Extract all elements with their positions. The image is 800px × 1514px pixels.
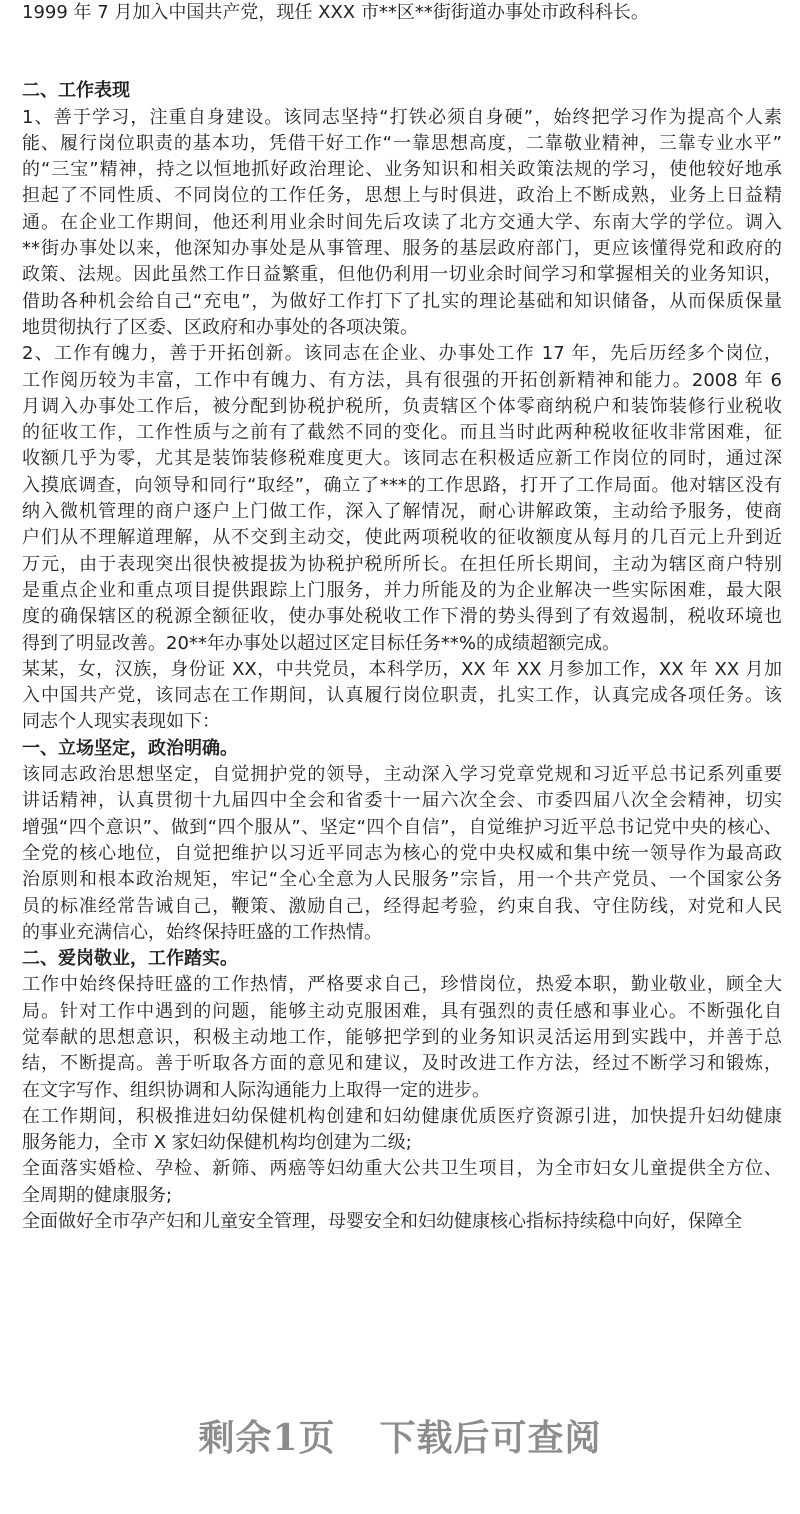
text-line: 该同志政治思想坚定，自觉拥护党的领导，主动深入学习党章党规和习近平总书记系列重要 <box>22 764 782 786</box>
text-line: 全党的核心地位，自觉把维护以习近平同志为核心的党中央权威和集中统一领导作为最高政 <box>22 842 782 864</box>
remaining-pages-text: 剩余1页 <box>198 1417 336 1459</box>
text-line: 万元，由于表现突出很快被提拔为协税护税所所长。在担任所长期间，主动为辖区商户特别 <box>22 553 782 575</box>
text-line: 入摸底调查，向领导和同行“取经”，确立了***的工作思路，打开了工作局面。他对辖区没有 <box>22 474 782 496</box>
text-line: 收额几乎为零，尤其是装饰装修税难度更大。该同志在积极适应新工作岗位的同时，通过深 <box>22 448 782 470</box>
text-line: 服务能力，全市 X 家妇幼保健机构均创建为二级; <box>22 1132 412 1154</box>
text-line: 觉奉献的思想意识，积极主动地工作，能够把学到的业务知识灵活运用到实践中，并善于总 <box>22 1026 782 1048</box>
intro-paragraph <box>22 0 782 26</box>
text-line: 入中国共产党，该同志在工作期间，认真履行岗位职责，扎实工作，认真完成各项任务。该 <box>22 685 782 707</box>
text-line: 全面做好全市孕产妇和儿童安全管理，母婴安全和妇幼健康核心指标持续稳中向好，保障全 <box>22 1211 742 1233</box>
text-line: 户们从不理解道理解，从不交到主动交，使此两项税收的征收额度从每月的几百元上升到近 <box>22 527 782 549</box>
text-line: 1、善于学习，注重自身建设。该同志坚持“打铁必须自身硬”，始终把学习作为提高个人素 <box>22 106 782 128</box>
text-line: 2、工作有魄力，善于开拓创新。该同志在企业、办事处工作 17 年，先后历经多个岗位， <box>22 343 782 365</box>
text-line: 全周期的健康服务; <box>22 1184 173 1206</box>
text-line: 通。在企业工作期间，他还利用业余时间先后攻读了北方交通大学、东南大学的学位。调入 <box>22 211 782 233</box>
section-body-politics <box>22 762 782 946</box>
paragraph-gap <box>22 26 782 78</box>
text-line: 能、履行岗位职责的基本功，凭借干好工作“一靠思想高度，二靠敬业精神，三靠专业水平” <box>22 132 782 154</box>
section-body-work <box>22 105 782 736</box>
text-line: 是重点企业和重点项目提供跟踪上门服务，并力所能及的为企业解决一些实际困难，最大限 <box>22 579 782 601</box>
text-line: 1999 年 7 月加入中国共产党，现任 XXX 市**区**街街道办事处市政科科长。 <box>22 2 649 23</box>
text-line: 得到了明显改善。20**年办事处以超过区定目标任务**%的成绩超额完成。 <box>22 632 621 654</box>
text-line: 某某，女，汉族，身份证 XX，中共党员，本科学历，XX 年 XX 月参加工作，XX 年 XX 月加 <box>22 658 782 680</box>
text-line: 同志个人现实表现如下： <box>22 711 220 733</box>
text-line: 地贯彻执行了区委、区政府和办事处的各项决策。 <box>22 316 418 338</box>
text-line: 的“三宝”精神，持之以恒地抓好政治理论、业务知识和相关政策法规的学习，使他较好地承 <box>22 159 782 181</box>
download-hint-text: 下载后可查阅 <box>379 1417 602 1459</box>
text-line: 工作阅历较为丰富，工作中有魄力、有方法，具有很强的开拓创新精神和能力。2008 年 6 <box>22 369 782 391</box>
text-line: 局。针对工作中遇到的问题，能够主动克服困难，具有强烈的责任感和事业心。不断强化自 <box>22 1000 782 1022</box>
text-line: 纳入微机管理的商户逐户上门做工作，深入了解情况，耐心讲解政策，主动给予服务，使商 <box>22 501 782 523</box>
text-line: 的征收工作，工作性质与之前有了截然不同的变化。而且当时此两种税收征收非常困难，征 <box>22 422 782 444</box>
section-heading-dedication: 二、爱岗敬业，工作踏实。 <box>22 948 238 970</box>
document-body <box>22 0 782 1235</box>
text-line: 在工作期间，积极推进妇幼保健机构创建和妇幼健康优质医疗资源引进，加快提升妇幼健康 <box>22 1105 782 1127</box>
text-line: 员的标准经常告诫自己，鞭策、激励自己，经得起考验，约束自我、守住防线，对党和人民 <box>22 895 782 917</box>
text-line: 借助各种机会给自己“充电”，为做好工作打下了扎实的理论基础和知识储备，从而保质保量 <box>22 290 782 312</box>
text-line: 的事业充满信心，始终保持旺盛的工作热情。 <box>22 921 382 943</box>
text-line: **街办事处以来，他深知办事处是从事管理、服务的基层政府部门，更应该懂得党和政府的 <box>22 238 782 260</box>
text-line: 月调入办事处工作后，被分配到协税护税所，负责辖区个体零商纳税户和装饰装修行业税收 <box>22 395 782 417</box>
text-line: 工作中始终保持旺盛的工作热情，严格要求自己，珍惜岗位，热爱本职，勤业敬业，顾全大 <box>22 974 782 996</box>
text-line: 政策、法规。因此虽然工作日益繁重，但他仍利用一切业余时间学习和掌握相关的业务知识， <box>22 264 782 286</box>
text-line: 全面落实婚检、孕检、新筛、两癌等妇幼重大公共卫生项目，为全市妇女儿童提供全方位、 <box>22 1158 782 1180</box>
text-line: 在文字写作、组织协调和人际沟通能力上取得一定的进步。 <box>22 1079 490 1101</box>
text-line: 担起了不同性质、不同岗位的工作任务，思想上与时俱进，政治上不断成熟，业务上日益精 <box>22 185 782 207</box>
remaining-pages-banner <box>0 1410 800 1461</box>
section-heading-politics: 一、立场坚定，政治明确。 <box>22 737 238 759</box>
text-line: 讲话精神，认真贯彻十九届四中全会和省委十一届六次全会、市委四届八次全会精神，切实 <box>22 790 782 812</box>
text-line: 增强“四个意识”、做到“四个服从”、坚定“四个自信”，自觉维护习近平总书记党中央的核心、 <box>22 816 782 838</box>
section-body-dedication <box>22 972 782 1235</box>
section-heading-work: 二、工作表现 <box>22 80 130 102</box>
text-line: 结，不断提高。善于听取各方面的意见和建议，及时改进工作方法，经过不断学习和锻炼， <box>22 1053 782 1075</box>
text-line: 治原则和根本政治规矩，牢记“全心全意为人民服务”宗旨，用一个共产党员、一个国家公务 <box>22 869 782 891</box>
text-line: 度的确保辖区的税源全额征收，使办事处税收工作下滑的势头得到了有效遏制，税收环境也 <box>22 606 782 628</box>
